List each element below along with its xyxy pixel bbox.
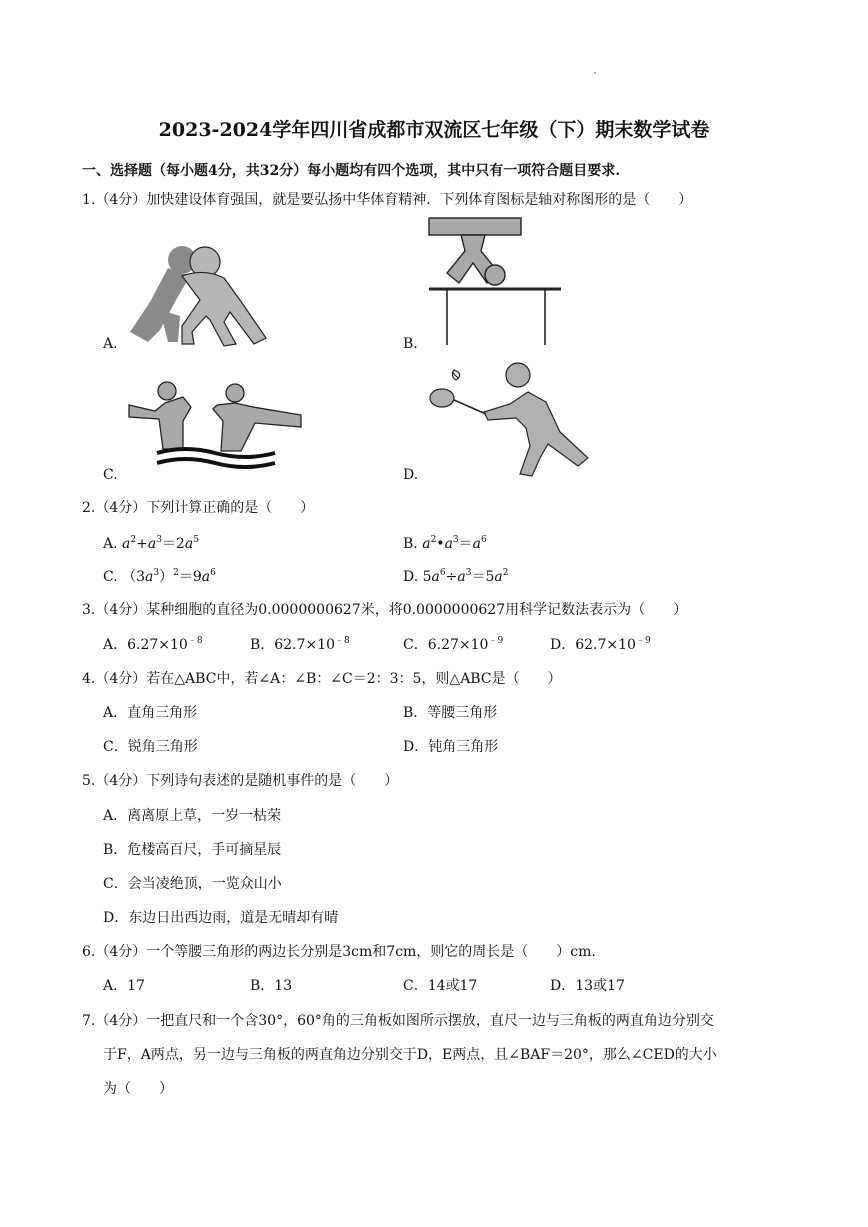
q2-option-a-label: A. (103, 536, 118, 552)
q6-stem: 6.（4分）一个等腰三角形的两边长分别是3cm和7cm，则它的周长是（ ）cm． (82, 944, 606, 960)
q4-option-b: B．等腰三角形 (403, 705, 498, 721)
q4-option-a: A．直角三角形 (103, 705, 198, 721)
q2-option-d: D. $5a^6\div a^3=5a^2$ (403, 568, 509, 585)
wrestling-icon (120, 240, 270, 350)
q4-stem: 4.（4分）若在△ABC中，若∠A：∠B：∠C＝2：3：5，则△ABC是（ ） (82, 671, 562, 687)
q2-option-c: C. $(3a^3)^2=9a^6$ (103, 568, 216, 585)
q4-option-d: D．钝角三角形 (403, 739, 499, 755)
q3-option-c: C．$6.27\times 10^{﹣9}$ (403, 636, 504, 653)
q5-option-b: B．危楼高百尺，手可摘星辰 (103, 842, 282, 858)
scan-dot (594, 72, 596, 74)
water-polo-icon (125, 375, 305, 475)
q3-option-d: D．$62.7\times 10^{﹣9}$ (550, 636, 651, 653)
q1-stem: 1.（4分）加快建设体育强国，就是要弘扬中华体育精神．下列体育图标是轴对称图形的是（ ） (82, 192, 693, 208)
q5-option-d: D．东边日出西边雨，道是无晴却有晴 (103, 910, 339, 926)
q4-option-c: C．锐角三角形 (103, 739, 198, 755)
q1-option-a-label: A. (103, 336, 118, 352)
q3-stem: 3.（4分）某种细胞的直径为0.0000000627米，将0.0000000627用科学记数法表示为（ ） (82, 602, 688, 618)
q7-line-1: 7.（4分）一把直尺和一个含30°，60°角的三角板如图所示摆放，直尺一边与三角板的两直角边分别交 (82, 1013, 714, 1029)
q7-line-2: 于F，A两点，另一边与三角板的两直角边分别交于D，E两点，且∠BAF＝20°，那么∠CED的大小 (103, 1047, 717, 1063)
q7-line-3: 为（ ） (103, 1081, 173, 1097)
section-heading: 一、选择题（每小题4分，共32分）每小题均有四个选项，其中只有一项符合题目要求. (82, 163, 621, 179)
q6-option-a: A．17 (103, 978, 145, 994)
q2-option-d-label: D. (403, 569, 419, 585)
q3-option-b: B．$62.7\times 10^{﹣8}$ (250, 636, 350, 653)
q2-option-c-label: C. (103, 569, 118, 585)
q1-option-b-label: B. (403, 336, 418, 352)
page-title: 2023-2024学年四川省成都市双流区七年级（下）期末数学试卷 (158, 119, 710, 141)
q6-option-d: D．13或17 (550, 978, 625, 994)
q6-option-b: B．13 (250, 978, 293, 994)
gymnastics-icon (425, 215, 565, 350)
q2-option-b-label: B. (403, 536, 418, 552)
q6-option-c: C．14或17 (403, 978, 478, 994)
q5-option-c: C．会当凌绝顶，一览众山小 (103, 876, 282, 892)
badminton-icon (428, 358, 593, 478)
q2-stem: 2.（4分）下列计算正确的是（ ） (82, 500, 315, 516)
q1-option-c-label: C. (103, 467, 118, 483)
q5-stem: 5.（4分）下列诗句表述的是随机事件的是（ ） (82, 773, 399, 789)
q2-option-b: B. $a^2•a^3=a^6$ (403, 535, 487, 552)
q5-option-a: A．离离原上草，一岁一枯荣 (103, 808, 282, 824)
q2-option-a: A. $a^2+a^3=2a^5$ (103, 535, 199, 552)
q3-option-a: A．$6.27\times 10^{﹣8}$ (103, 636, 203, 653)
q1-option-d-label: D. (403, 467, 419, 483)
